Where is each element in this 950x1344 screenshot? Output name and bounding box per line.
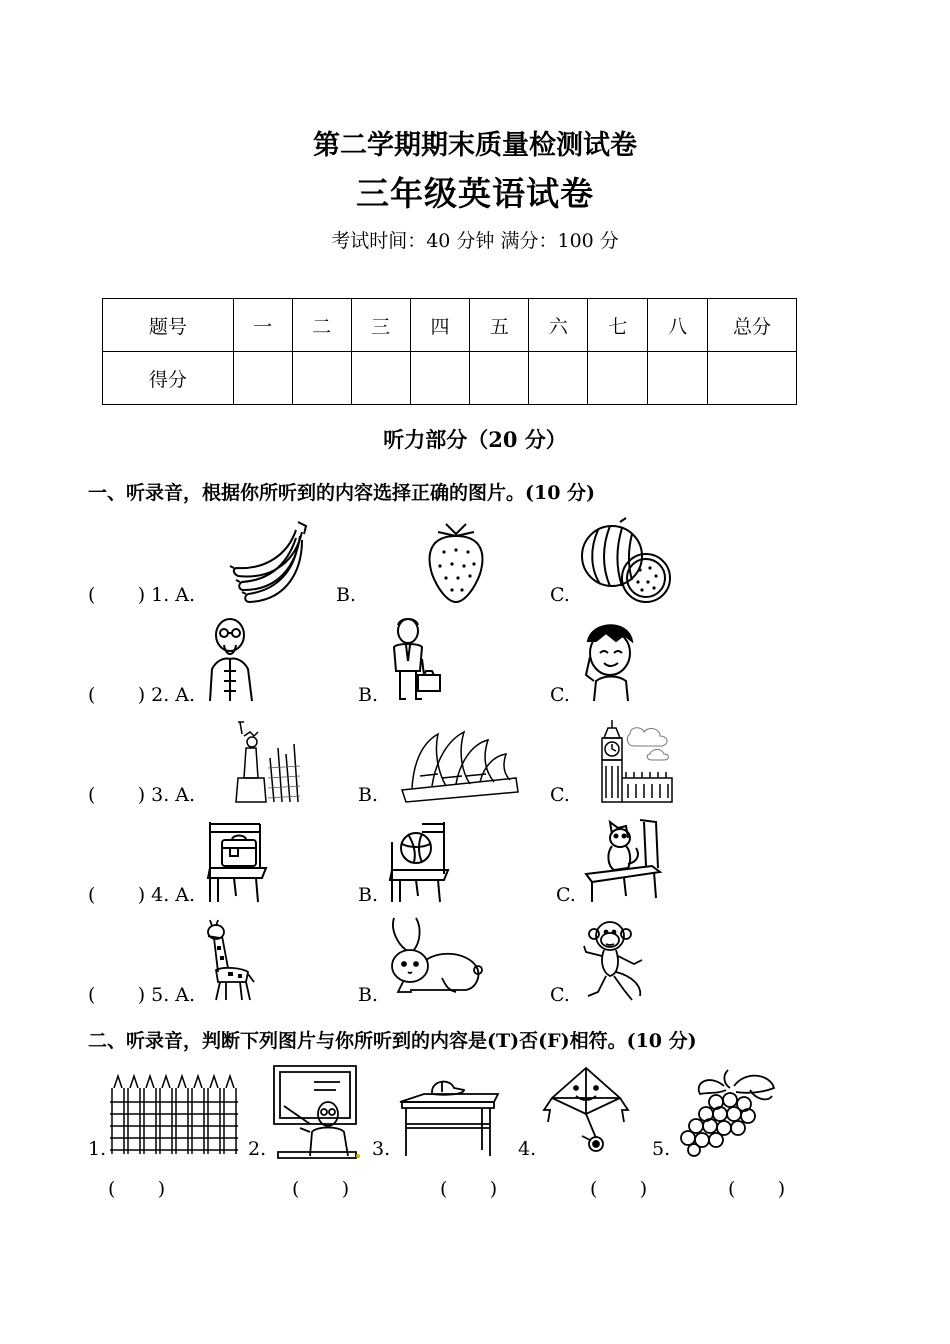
item-3-number: 3. bbox=[372, 1138, 391, 1160]
question-5-prefix: ( ) 5. A. bbox=[88, 984, 196, 1006]
option-b-label: B. bbox=[336, 584, 357, 606]
big-ben-icon bbox=[590, 718, 674, 804]
score-cell[interactable] bbox=[708, 352, 797, 405]
score-table bbox=[102, 298, 797, 405]
bag-on-chair-icon bbox=[204, 818, 268, 904]
sydney-opera-house-icon bbox=[398, 718, 520, 804]
header-cell: 一 bbox=[233, 299, 292, 352]
bananas-icon bbox=[226, 518, 312, 604]
answer-paren-5[interactable]: ( ) bbox=[728, 1178, 786, 1200]
exam-info: 考试时间：40 分钟 满分：100 分 bbox=[331, 230, 619, 252]
rabbit-icon bbox=[386, 916, 484, 1002]
grapes-icon bbox=[676, 1066, 778, 1158]
monkey-icon bbox=[580, 916, 650, 1002]
cap-on-desk-icon bbox=[398, 1072, 500, 1158]
header-cell: 题号 bbox=[103, 299, 234, 352]
item-5-number: 5. bbox=[652, 1138, 671, 1160]
header-cell: 三 bbox=[351, 299, 410, 352]
score-cell[interactable] bbox=[410, 352, 470, 405]
answer-paren-4[interactable]: ( ) bbox=[590, 1178, 648, 1200]
score-cell[interactable] bbox=[351, 352, 410, 405]
businessman-icon bbox=[386, 615, 442, 703]
item-1-number: 1. bbox=[88, 1138, 107, 1160]
option-b-label: B. bbox=[358, 784, 379, 806]
score-table-score-row bbox=[103, 352, 797, 405]
crayons-icon bbox=[106, 1072, 240, 1158]
section2-instruction: 二、听录音，判断下列图片与你所听到的内容是(T)否(F)相符。(10 分) bbox=[88, 1030, 697, 1052]
option-c-label: C. bbox=[556, 884, 576, 906]
answer-paren-2[interactable]: ( ) bbox=[292, 1178, 350, 1200]
score-cell[interactable] bbox=[648, 352, 708, 405]
boy-icon bbox=[580, 615, 638, 703]
grandpa-icon bbox=[202, 615, 258, 703]
teacher-icon bbox=[270, 1062, 360, 1158]
header-cell: 八 bbox=[648, 299, 708, 352]
question-4-prefix: ( ) 4. A. bbox=[88, 884, 196, 906]
score-table-header-row bbox=[103, 299, 797, 352]
kite-icon bbox=[540, 1062, 632, 1158]
header-cell: 五 bbox=[470, 299, 529, 352]
section1-instruction: 一、听录音，根据你所听到的内容选择正确的图片。(10 分) bbox=[88, 482, 596, 504]
header-cell: 二 bbox=[292, 299, 351, 352]
option-b-label: B. bbox=[358, 984, 379, 1006]
answer-paren-3[interactable]: ( ) bbox=[440, 1178, 498, 1200]
question-1-prefix: ( ) 1. A. bbox=[88, 584, 196, 606]
exam-subject-title: 三年级英语试卷 bbox=[356, 174, 594, 213]
score-cell[interactable] bbox=[470, 352, 529, 405]
option-b-label: B. bbox=[358, 884, 379, 906]
listening-part-title: 听力部分（20 分） bbox=[383, 427, 567, 452]
cat-on-chair-icon bbox=[584, 818, 664, 904]
giraffe-icon bbox=[204, 916, 258, 1002]
header-cell: 六 bbox=[529, 299, 588, 352]
question-2-prefix: ( ) 2. A. bbox=[88, 684, 196, 706]
option-c-label: C. bbox=[550, 584, 570, 606]
item-4-number: 4. bbox=[518, 1138, 537, 1160]
header-cell: 四 bbox=[410, 299, 470, 352]
answer-paren-1[interactable]: ( ) bbox=[108, 1178, 166, 1200]
header-cell: 七 bbox=[588, 299, 648, 352]
score-cell[interactable] bbox=[529, 352, 588, 405]
exam-title: 第二学期期末质量检测试卷 bbox=[313, 130, 637, 161]
header-cell: 总分 bbox=[708, 299, 797, 352]
option-b-label: B. bbox=[358, 684, 379, 706]
score-row-label: 得分 bbox=[103, 352, 234, 405]
item-2-number: 2. bbox=[248, 1138, 267, 1160]
option-c-label: C. bbox=[550, 984, 570, 1006]
score-cell[interactable] bbox=[588, 352, 648, 405]
score-cell[interactable] bbox=[292, 352, 351, 405]
strawberry-icon bbox=[424, 518, 488, 604]
ball-on-chair-icon bbox=[386, 818, 450, 904]
option-c-label: C. bbox=[550, 784, 570, 806]
question-3-prefix: ( ) 3. A. bbox=[88, 784, 196, 806]
statue-of-liberty-icon bbox=[214, 718, 302, 804]
watermelon-icon bbox=[580, 518, 674, 604]
option-c-label: C. bbox=[550, 684, 570, 706]
score-cell[interactable] bbox=[233, 352, 292, 405]
